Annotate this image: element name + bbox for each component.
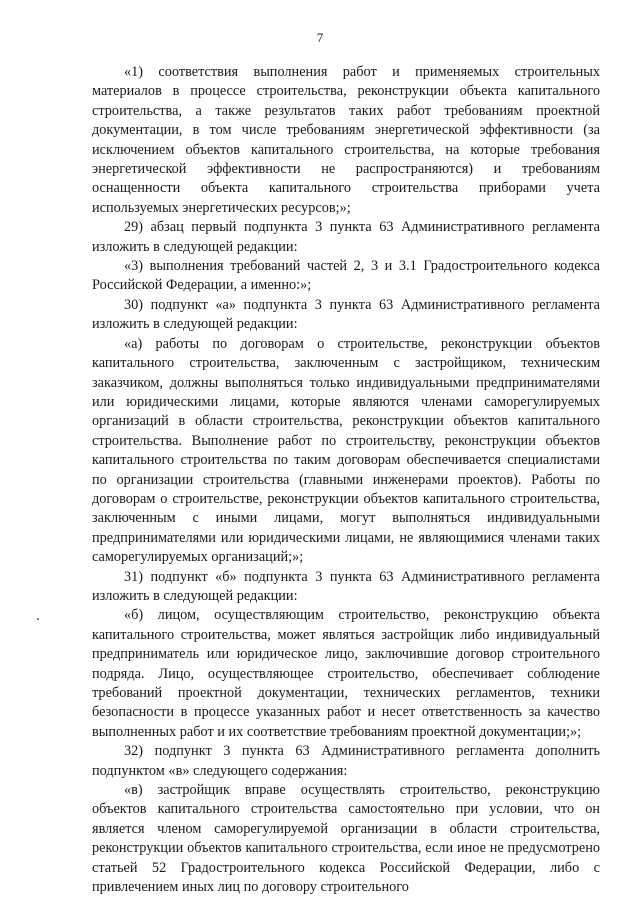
paragraph-item-31: 31) подпункт «б» подпункта 3 пункта 63 Административного регламента изложить в следующей редакции: <box>92 568 600 604</box>
paragraph-subpoint-b: «б) лицом, осуществляющим строительство, реконструкцию объекта капитального строительства, может являться застройщик либо индивидуальный предприниматель или юридическое лицо, заключившие договор строительного подряда. Лицо, осуществляющее строительство, обеспечивает соблюдение требований проектной документации, технических регламентов, техники безопасности в процессе указанных работ и несет ответственность за качество выполненных работ и их соответствие требованиям проектной документации;»; <box>92 607 600 740</box>
paragraph-1-point-1: «1) соответствия выполнения работ и применяемых строительных материалов в процессе строительства, реконструкции объекта капитального строительства, а также результатов таких работ требованиям проектной документации, в том числе требованиям энергетической эффективности (за исключением объектов капитального строительства, на которые требования энергетической эффективности не распространяются) и требованиям оснащенности объекта капитального строительства приборами учета используемых энергетических ресурсов;»; <box>92 64 600 216</box>
scan-speck <box>37 618 39 620</box>
page-number: 7 <box>316 30 324 45</box>
paragraph-item-32: 32) подпункт 3 пункта 63 Административного регламента дополнить подпунктом «в» следующего содержания: <box>92 743 600 779</box>
paragraph-item-30: 30) подпункт «а» подпункта 3 пункта 63 Административного регламента изложить в следующей редакции: <box>92 296 600 333</box>
document-body <box>92 63 600 897</box>
paragraph-item-29: 29) абзац первый подпункта 3 пункта 63 Административного регламента изложить в следующей редакции: <box>92 219 600 255</box>
paragraph-point-3: «3) выполнения требований частей 2, 3 и 3.1 Градостроительного кодекса Российской Федерации, а именно:»; <box>92 258 600 294</box>
paragraph-subpoint-v: «в) застройщик вправе осуществлять строительство, реконструкцию объектов капитального строительства самостоятельно при условии, что он является членом саморегулируемой организации в области строительства, реконструкции объектов капитального строительства, если иное не предусмотрено статьей 52 Градостроительного кодекса Российской Федерации, либо с привлечением иных лиц по договору строительного <box>92 782 600 896</box>
paragraph-subpoint-a: «а) работы по договорам о строительстве, реконструкции объектов капитального строительства, заключенным с застройщиком, техническим заказчиком, должны выполняться только индивидуальными предпринимателями или юридическими лицами, которые являются членами саморегулируемых организаций в области строительства, реконструкции объектов капитального строительства. Выполнение работ по строительству, реконструкции объектов капитального строительства по таким договорам обеспечивается специалистами по организации строительства (главными инженерами проектов). Работы по договорам о строительстве, реконструкции объектов капитального строительства, заключенным с иными лицами, могут выполняться индивидуальными предпринимателями или юридическими лицами, не являющимися членами таких саморегулируемых организаций;»; <box>92 335 600 566</box>
